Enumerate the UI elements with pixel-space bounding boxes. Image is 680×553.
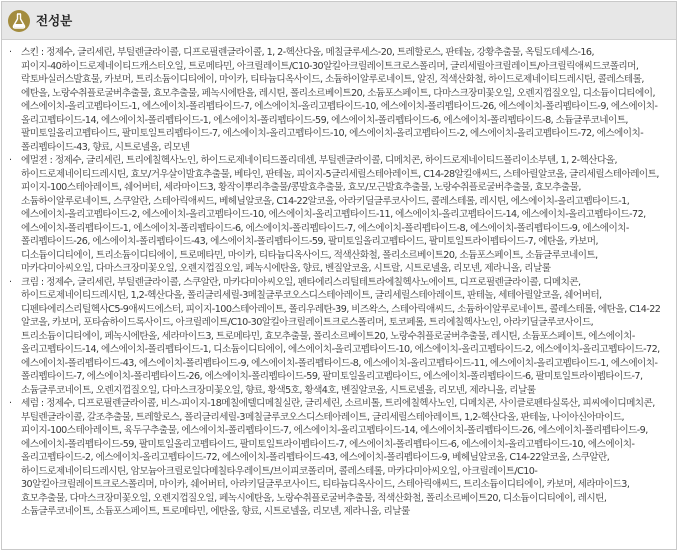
ingredient-entry-emulsion bbox=[8, 154, 672, 276]
ingredients-panel bbox=[1, 1, 677, 550]
ingredient-text: 크림 : 정제수, 글리세린, 부틸렌글라이콜, 스쿠알란, 마카다미아씨오일, 펜타에리스리틸테트라에칠헥사노에이트, 디프로필렌글라이콜, 디메치콘, 하이드로제네이티드레시틴, 1,2-헥산다올, 폴리글리세릴-3메칠글루코오스디스테아레이트, 글리세릴스테아레이트, 판테놀, 세테아릴알코올, 쉐어버터, 디펜타에리스리틸헥사C5-9애씨드에스터, 피이지-100스테아레이트, 폴리우레탄-39, 비즈왁스, 스테아릭애씨드, 소듐하이알루로네이트, 콜레스테롤, 에탄올, C14-22 알코올, 카보머, 포타슘하이드록사이드, 아크릴레이트/C10-30알킬아크릴레이트크로스폴리머, 토코페롤, 트리에칠헥사노인, 아라키딜글루코사이드, 트리소듐이디티에이, 페녹시에탄올, 세라마이드3, 트로메타민, 효모추출물, 폴리소르베이트20, 노랑수취플로굴버추출물, 레시틴, 소듐포스페이트, 에스에이치-올리고펩타이드-14, 에스에이치-폴리펩타이드-1, 디소듐이디티에이, 에스에이치-올리고펩타이드-10, 에스에이치-올리고펩타이드-2, 에스에이치-올리고펩타이드-72, 에스에이치-폴리펩타이드-43, 에스에이치-폴리펩타이드-9, 에스에이치-폴리펩타이드-8, 에스에이치-올리고펩타이드-11, 에스에이치-올리고펩타이드-1, 에스에이치-폴리펩타이드-7, 에스에이치-폴리펩타이드-26, 에스에이치-폴리펩타이드-59, 팔미토일올리고펩타이드, 에스에이치-폴리펩타이드-6, 팔미토일트라이펩타이드-7, 소듐글루코네이트, 오렌지껍질오일, 다마스크장미꽃오일, 향료, 황색5호, 황색4호, 벤질알코올, 시트로넬올, 리모넨, 제라니올, 리날룰 bbox=[21, 276, 661, 396]
bullet: · bbox=[9, 155, 12, 166]
bullet: · bbox=[9, 398, 12, 409]
ingredient-text: 세럼 : 정제수, 디프로필렌글라이콜, 비스-피이지-18메칠에텔디메칠실란, 글리세린, 소르비톨, 트리에칠헥사노인, 디메치콘, 사이클로펜타실록산, 피씨에이디메치콘, 부틸렌글라이콜, 갈조추출물, 트레할로스, 폴리글리세릴-3메칠글루코오스디스테아레이트, 글리세릴스테아레이트, 1,2-헥산다올, 판테놀, 나이아신아마이드, 피이지-100스테아레이트, 육두구추출물, 에스에이치-폴리펩타이드-7, 에스에이치-올리고펩타이드-14, 에스에이치-폴리펩타이드-26, 에스에이치-폴리펩타이드-9, 에스에이치-폴리펩타이드-59, 팔미토일올리고펩타이드, 팔미토일트라이펩타이드-7, 에스에이치-폴리펩타이드-6, 에스에이치-올리고펩타이드-10, 에스에이치-올리고펩타이드-2, 에스에이치-올리고펩타이드-72, 에스에이치-폴리펩타이드-43, 에스에이치-폴리펩타이드-9, 베헤닐알코올, C14-22알코올, 스쿠알란, 하이드로제네이티드레시틴, 암모늄아크릴로일다메칠타우레이트/브이피코폴리머, 콜레스테롤, 마카다미아씨오일, 아크릴레이트/C10-30알킬아크릴레이트크로스폴리머, 마이카, 쉐어버터, 아라키딜글루코사이드, 티타늄디옥사이드, 스테아릭애씨드, 트리소듐이디티에이, 카보머, 세라마이드3, 효모추출물, 다마스크장미꽃오일, 오렌지껍질오일, 페녹시에탄올, 노랑수취플로굴버추출물, 적색산화철, 폴리소르베이트20, 디소듐이디티에이, 레시틴, 소듐글루코네이트, 소듐포스페이트, 트로메타민, 에탄올, 향료, 시트로넬올, 리모넨, 제라니올, 리날룰 bbox=[21, 398, 655, 517]
bullet: · bbox=[9, 276, 12, 288]
ingredient-text: 에멀젼 : 정제수, 글리세린, 트리에칠헥사노인, 하이드로제네이티드폴리데센, 부틸렌글라이콜, 디메치콘, 하이드로제네이티드폴리이소부텐, 1, 2-헥산다올, 하이드로제네이티드레시틴, 효모/거우살이발효추출물, 베타인, 판테놀, 피이지-5글리세릴스테아레이트, C14-28알킬애씨드, 스테아릴알코올, 글리세릴스테아레이트, 피이지-100스테아레이트, 쉐어버터, 세라마이드3, 황작이뿌리추출물/콩발효추출물, 효모/모근발효추출물, 노랑수취플로굴버추출물, 효모추출물, 소듐하이알루로네이트, 스쿠알란, 스테아릭애씨드, 베헤닐알코올, C14-22알코올, 아라키딜글루코사이드, 콜레스테롤, 레시틴, 에스에이치-올리고펩타이드-1, 에스에이치-올리고펩타이드-2, 에스에이치-올리고펩타이드-10, 에스에이치-올리고펩타이드-11, 에스에이치-올리고펩타이드-14, 에스에이치-올리고펩타이드-72, 에스에이치-폴리펩타이드-1, 에스에이치-폴리펩타이드-6, 에스에이치-폴리펩타이드-7, 에스에이치-폴리펩타이드-8, 에스에이치-폴리펩타이드-9, 에스에이치-폴리펩타이드-26, 에스에이치-폴리펩타이드-43, 에스에이치-폴리펩타이드-59, 팔미토일올리고펩타이드, 팔미토일트라이펩타이드-7, 에탄올, 카보머, 디소듐이디티에이, 트리소듐이디티에이, 트로메타민, 마이카, 티타늄디옥사이드, 적색산화철, 폴리소르베이트20, 소듐포스페이트, 소듐글루코네이트, 마카다미아씨오일, 다마스크장미꽃오일, 오렌지껍질오일, 페녹시에탄올, 향료, 벤질알코올, 시트랄, 시트로넬올, 리모넨, 제라니올, 리날룰 bbox=[21, 155, 659, 274]
flask-icon bbox=[8, 10, 30, 32]
ingredient-list bbox=[8, 46, 672, 519]
ingredient-entry-serum bbox=[8, 397, 672, 519]
ingredient-entry-cream bbox=[8, 276, 672, 398]
section-title: 전성분 bbox=[36, 13, 73, 28]
bullet: · bbox=[9, 47, 12, 58]
section-header bbox=[2, 2, 676, 40]
ingredient-entry-skin bbox=[8, 46, 672, 154]
ingredient-text: 스킨 : 정제수, 글리세린, 부틸렌글라이콜, 디프로필렌글라이콜, 1, 2-헥산다올, 메칠글루세스-20, 트레할로스, 판테놀, 강황추출물, 옥틸도데세스-16, 피이지-40하이드로제네이티드캐스터오일, 트로메타민, 아크릴레이트/C10-30알킬아크릴레이트크로스폴리머, 글리세릴아크릴레이트/아크릴릭애씨드코폴리머, 락토바실러스발효물, 카보머, 트리소듐이디티에이, 마이카, 티타늄디옥사이드, 소듐하이알루로네이트, 알진, 적색산화철, 하이드로제네이티드레시틴, 콜레스테롤, 에탄올, 노랑수취플로굴버추출물, 효모추출물, 페녹시에탄올, 레시틴, 폴리소르베이트20, 소듐포스페이트, 다마스크장미꽃오일, 오렌지껍질오일, 디소듐이디티에이, 에스에이치-올리고펩타이드-1, 에스에이치-폴리펩타이드-7, 에스에이치-올리고펩타이드-10, 에스에이치-폴리펩타이드-26, 에스에이치-폴리펩타이드-9, 에스에이치-올리고펩타이드-14, 에스에이치-폴리펩타이드-1, 에스에이치-폴리펩타이드-59, 에스에이치-폴리펩타이드-6, 에스에이치-폴리펩타이드-8, 소듐글루코네이트, 팔미토일올리고펩타이드, 팔미토일트리펩타이드-7, 에스에이치-올리고펩타이드-10, 에스에이치-올리고펩타이드-2, 에스에이치-올리고펩타이드-72, 에스에이치-폴리펩타이드-43, 향료, 시트로넬올, 리모넨 bbox=[21, 47, 658, 153]
